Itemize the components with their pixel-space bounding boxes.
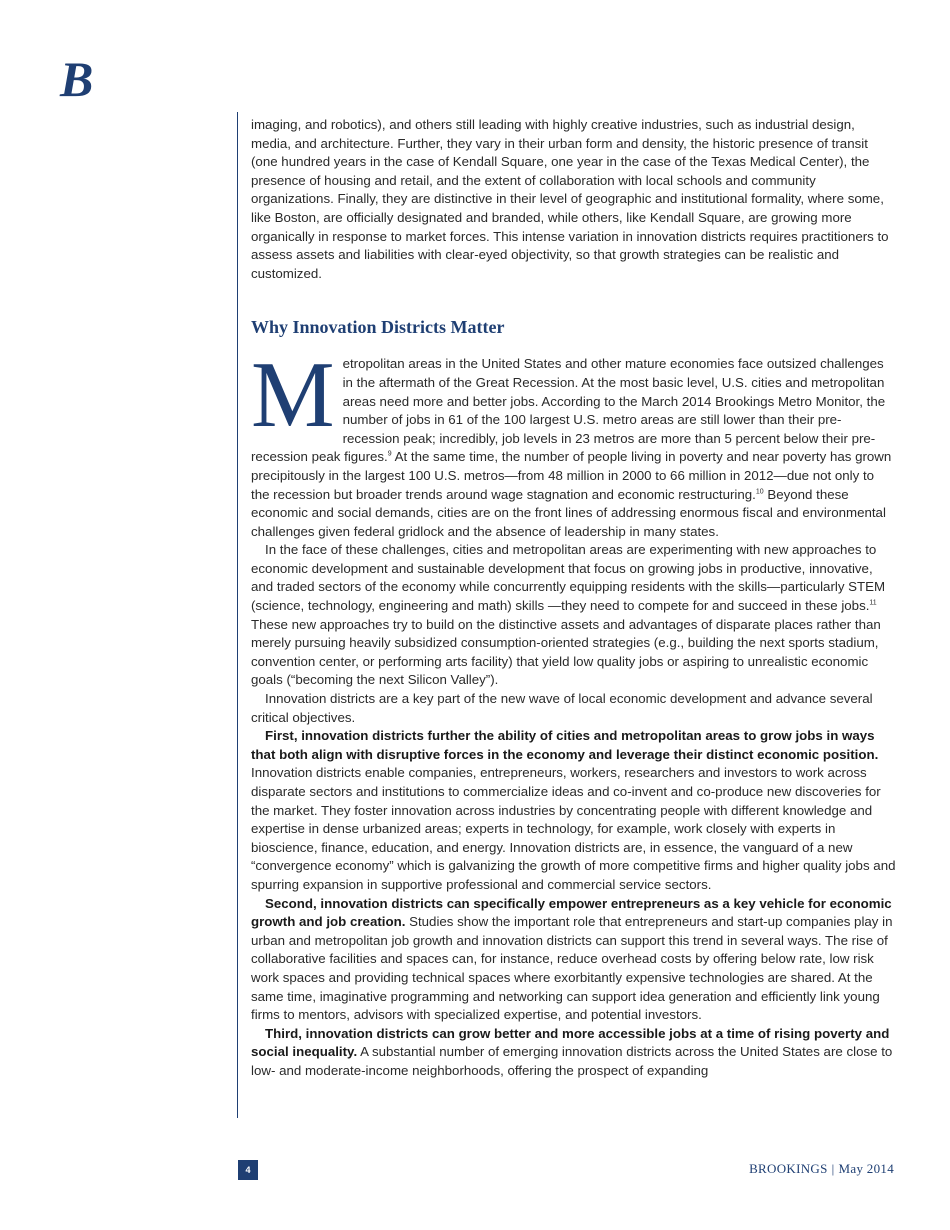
section-heading: Why Innovation Districts Matter [251,317,505,338]
lead-in-third: Third, innovation districts can grow better and more accessible jobs at a time of rising poverty and social inequality. [251,1025,890,1060]
paragraph-1: Metropolitan areas in the United States and other mature economies face outsized challenges in the aftermath of the Great Recession. At the most basic level, U.S. cities and metropolitan areas need more and better jobs. According to the March 2014 Brookings Metro Monitor, the number of jobs in 61 of the 100 largest U.S. metro areas are still lower than their pre-recession peak; incredibly, job levels in 23 metros are more than 5 percent below their pre-recession peak figures.$^9$ At the same time, the number of people living in poverty and near poverty has grown precipitously in the largest 100 U.S. metros—from 48 million in 2000 to 66 million in 2012—due not only to the recession but broader trends around wage stagnation and economic restructuring.$^{10}$ Beyond these economic and social demands, cities are on the front lines of addressing enormous fiscal and environmental challenges given federal gridlock and the absence of leadership in many states. [251,343,892,539]
page-number: 4 [238,1160,258,1180]
brookings-logo-icon [58,52,98,108]
publication-date: May 2014 [838,1161,894,1176]
footer-brand [749,1161,894,1177]
lead-in-first: First, innovation districts further the ability of cities and metropolitan areas to grow jobs in ways that both align with disruptive forces in the economy and leverage their distinct economic position. [251,728,879,762]
drop-cap: M [251,343,335,448]
article-body [251,116,896,1081]
footnote-ref: 9 [387,450,392,458]
paragraph-3: Innovation districts are a key part of the new wave of local economic development and advance several critical objectives. [251,691,873,725]
paragraph-5: Second, innovation districts can specifically empower entrepreneurs as a key vehicle for economic growth and job creation. Studies show the important role that entrepreneurs and start-up companies play in urban and metropolitan job growth and innovation districts can support this trend in several ways. The rise of collaborative facilities and spaces can, for instance, reduce overhead costs by offering below rate, low risk work spaces and providing technical spaces where exorbitantly expensive technologies are shared. At the same time, imaginative programming and networking can support idea generation and efficiently link young firms to mentors, advisors with specialized expertise, and potential investors. [251,895,893,1023]
paragraph-2: In the face of these challenges, cities and metropolitan areas are experimenting with new approaches to economic development and sustainable development that focus on growing jobs in productive, innovative, and traded sectors of the economy while concurrently equipping residents with the skills—particularly STEM (science, technology, engineering and math) skills —they need to compete for and succeed in these jobs.$^{11}$ These new approaches try to build on the distinctive assets and advantages of disparate places rather than merely pursuing heavily subsidized consumption-oriented strategies (e.g., building the next sports stadium, convention center, or performing arts facility) that yield low quality jobs or aspiring to unrealistic economic goals (“becoming the next Silicon Valley”). [251,542,886,688]
footer-separator: | [831,1161,835,1176]
logo-letter: B [60,52,94,107]
intro-paragraph: imaging, and robotics), and others still leading with highly creative industries, such as industrial design, media, and architecture. Further, they vary in their urban form and density, the historic presence of transit (one hundred years in the case of Kendall Square, one year in the case of the Texas Medical Center), the presence of housing and retail, and the extent of collaboration with local schools and community organizations. Finally, they are distinctive in their level of geographic and institutional formality, where some, like Boston, are officially designated and branded, while others, like Kendall Square, are growing more organically in response to market forces. This intense variation in innovation districts requires practitioners to assess assets and liabilities with clear-eyed objectivity, so that growth strategies can be realistic and customized. [251,117,889,281]
footnote-ref: 10 [755,488,764,496]
paragraph-4: First, innovation districts further the ability of cities and metropolitan areas to grow jobs in ways that both align with disruptive forces in the economy and leverage their distinct economic position. Innovation districts enable companies, entrepreneurs, workers, researchers and investors to work across disparate sectors and institutions to commercialize ideas and co-invent and co-produce new discoveries for the market. They foster innovation across industries by concentrating people with different knowledge and expertise in dense urbanized areas; experts in technology, for example, work closely with experts in bioscience, finance, education, and energy. Innovation districts are, in essence, the vanguard of a new “convergence economy” which is galvanizing the growth of more competitive firms and higher quality jobs and spurring expansion in supportive professional and commercial service sectors. [251,728,896,892]
footnote-ref: 11 [869,599,877,607]
brand-name: BROOKINGS [749,1161,828,1176]
left-margin-rule [237,112,238,1118]
paragraph-6: Third, innovation districts can grow better and more accessible jobs at a time of rising poverty and social inequality. A substantial number of emerging innovation districts across the United States are close to low- and moderate-income neighborhoods, offering the prospect of expanding [251,1025,893,1078]
lead-in-second: Second, innovation districts can specifically empower entrepreneurs as a key vehicle for economic growth and job creation. [251,895,892,930]
